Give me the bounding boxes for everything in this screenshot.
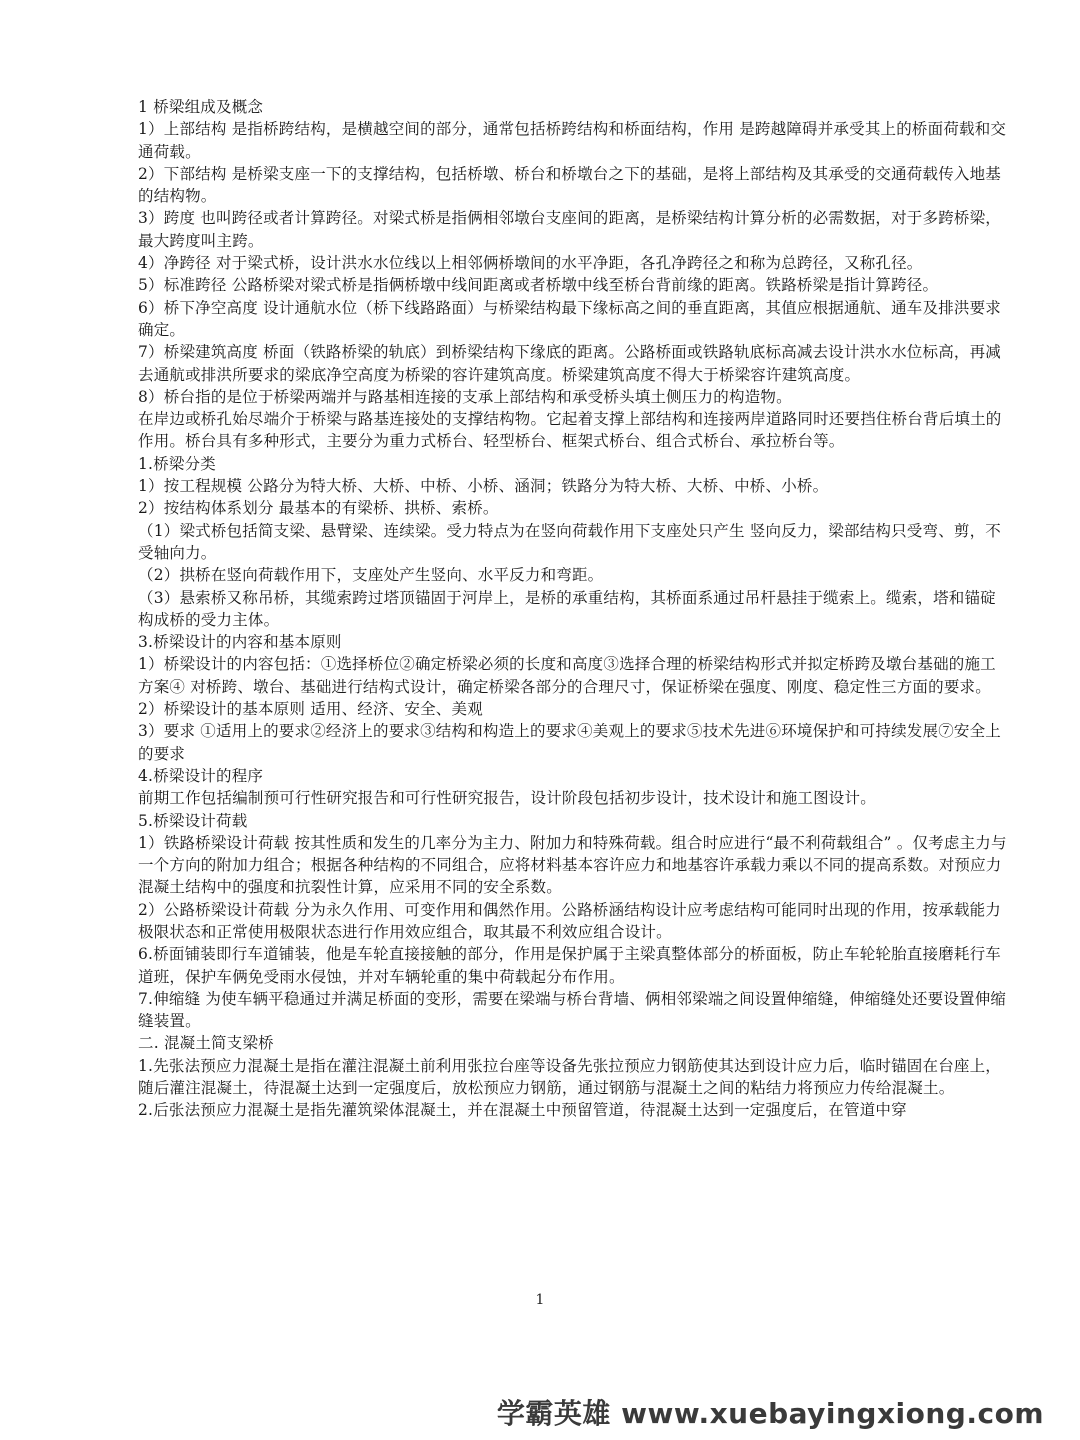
paragraph: （2）拱桥在竖向荷载作用下，支座处产生竖向、水平反力和弯距。 <box>138 566 604 585</box>
paragraph: （3）悬索桥又称吊桥，其缆索跨过塔顶锚固于河岸上，是桥的承重结构，其桥面系通过吊杆悬挂于缆索上。缆索，塔和锚碇构成桥的受力主体。 <box>138 588 996 629</box>
section-heading: 5.桥梁设计荷载 <box>138 811 248 830</box>
site-watermark: 学霸英雄 www.xuebayingxiong.com <box>496 1397 1044 1430</box>
document-body <box>138 96 1008 1122</box>
section-heading: 二. 混凝土简支梁桥 <box>138 1034 274 1053</box>
paragraph: 3）要求 ①适用上的要求②经济上的要求③结构和构造上的要求④美观上的要求⑤技术先进⑥环境保护和可持续发展⑦安全上的要求 <box>138 722 1001 763</box>
paragraph: 7）桥梁建筑高度 桥面（铁路桥梁的轨底）到桥梁结构下缘底的距离。公路桥面或铁路轨底标高减去设计洪水水位标高，再减去通航或排洪所要求的梁底净空高度为桥梁的容许建筑高度。桥梁建筑高度不得大于桥梁容许建筑高度。 <box>138 343 1001 384</box>
paragraph: 1）上部结构 是指桥跨结构，是横越空间的部分，通常包括桥跨结构和桥面结构，作用 是跨越障碍并承受其上的桥面荷载和交通荷载。 <box>138 120 1007 161</box>
paragraph: 5）标准跨径 公路桥梁对梁式桥是指俩桥墩中线间距离或者桥墩中线至桥台背前缘的距离。铁路桥梁是指计算跨径。 <box>138 276 939 295</box>
section-heading: 1 桥梁组成及概念 <box>138 98 264 116</box>
paragraph: 3）跨度 也叫跨径或者计算跨径。对梁式桥是指俩相邻墩台支座间的距离，是桥梁结构计算分析的必需数据，对于多跨桥梁，最大跨度叫主跨。 <box>138 209 1001 250</box>
paragraph: 前期工作包括编制预可行性研究报告和可行性研究报告，设计阶段包括初步设计，技术设计和施工图设计。 <box>138 789 876 808</box>
paragraph: 1）按工程规模 公路分为特大桥、大桥、中桥、小桥、涵洞；铁路分为特大桥、大桥、中桥、小桥。 <box>138 477 829 496</box>
section-heading: 3.桥梁设计的内容和基本原则 <box>138 633 342 652</box>
section-heading: 1.桥梁分类 <box>138 454 216 473</box>
paragraph: 4）净跨径 对于梁式桥，设计洪水水位线以上相邻俩桥墩间的水平净距，各孔净跨径之和称为总跨径，又称孔径。 <box>138 254 923 273</box>
paragraph: 6）桥下净空高度 设计通航水位（桥下线路路面）与桥梁结构最下缘标高之间的垂直距离，其值应根据通航、通车及排洪要求确定。 <box>138 298 1001 339</box>
paragraph: 1）桥梁设计的内容包括：①选择桥位②确定桥梁必须的长度和高度③选择合理的桥梁结构形式并拟定桥跨及墩台基础的施工方案④ 对桥跨、墩台、基础进行结构式设计，确定桥梁各部分的合理尺寸，保证桥梁在强度、刚度、稳定性三方面的要求。 <box>138 655 996 696</box>
paragraph: 7.伸缩缝 为使车辆平稳通过并满足桥面的变形，需要在梁端与桥台背墙、俩相邻梁端之间设置伸缩缝，伸缩缝处还要设置伸缩缝装置。 <box>138 989 1007 1031</box>
paragraph: 2.后张法预应力混凝土是指先灌筑梁体混凝土，并在混凝土中预留管道，待混凝土达到一定强度后，在管道中穿 <box>138 1101 907 1120</box>
paragraph: 2）按结构体系划分 最基本的有梁桥、拱桥、索桥。 <box>138 499 499 518</box>
section-heading: 4.桥梁设计的程序 <box>138 766 264 785</box>
paragraph: 8）桥台指的是位于桥梁两端并与路基相连接的支承上部结构和承受桥头填土侧压力的构造物。 <box>138 387 792 406</box>
paragraph: （1）梁式桥包括简支梁、悬臂梁、连续梁。受力特点为在竖向荷载作用下支座处只产生 竖向反力，梁部结构只受弯、剪，不受轴向力。 <box>138 521 1001 562</box>
paragraph: 2）下部结构 是桥梁支座一下的支撑结构，包括桥墩、桥台和桥墩台之下的基础，是将上部结构及其承受的交通荷载传入地基的结构物。 <box>138 164 1001 206</box>
paragraph: 2）桥梁设计的基本原则 适用、经济、安全、美观 <box>138 700 483 719</box>
paragraph: 2）公路桥梁设计荷载 分为永久作用、可变作用和偶然作用。公路桥涵结构设计应考虑结构可能同时出现的作用，按承载能力极限状态和正常使用极限状态进行作用效应组合，取其最不利效应组合设计。 <box>138 900 1001 941</box>
paragraph: 在岸边或桥孔始尽端介于桥梁与路基连接处的支撑结构物。它起着支撑上部结构和连接两岸道路同时还要挡住桥台背后填土的作用。桥台具有多种形式，主要分为重力式桥台、轻型桥台、框架式桥台、组合式桥台、承拉桥台等。 <box>138 410 1002 451</box>
paragraph: 1.先张法预应力混凝土是指在灌注混凝土前利用张拉台座等设备先张拉预应力钢筋使其达到设计应力后，临时锚固在台座上，随后灌注混凝土，待混凝土达到一定强度后，放松预应力钢筋，通过钢筋与混凝土之间的粘结力将预应力传给混凝土。 <box>138 1056 1001 1098</box>
paragraph: 6.桥面铺装即行车道铺装，他是车轮直接接触的部分，作用是保护属于主梁真整体部分的桥面板，防止车轮轮胎直接磨耗行车道班，保护车俩免受雨水侵蚀，并对车辆轮重的集中荷载起分布作用。 <box>138 945 1001 986</box>
page-number: 1 <box>535 1292 545 1308</box>
paragraph: 1）铁路桥梁设计荷载 按其性质和发生的几率分为主力、附加力和特殊荷载。组合时应进行“最不利荷载组合” 。仅考虑主力与一个方向的附加力组合；根据各种结构的不同组合，应将材料基本容许应力和地基容许承载力乘以不同的提高系数。对预应力混凝土结构中的强度和抗裂性计算，应采用不同的安全系数。 <box>138 833 1007 897</box>
